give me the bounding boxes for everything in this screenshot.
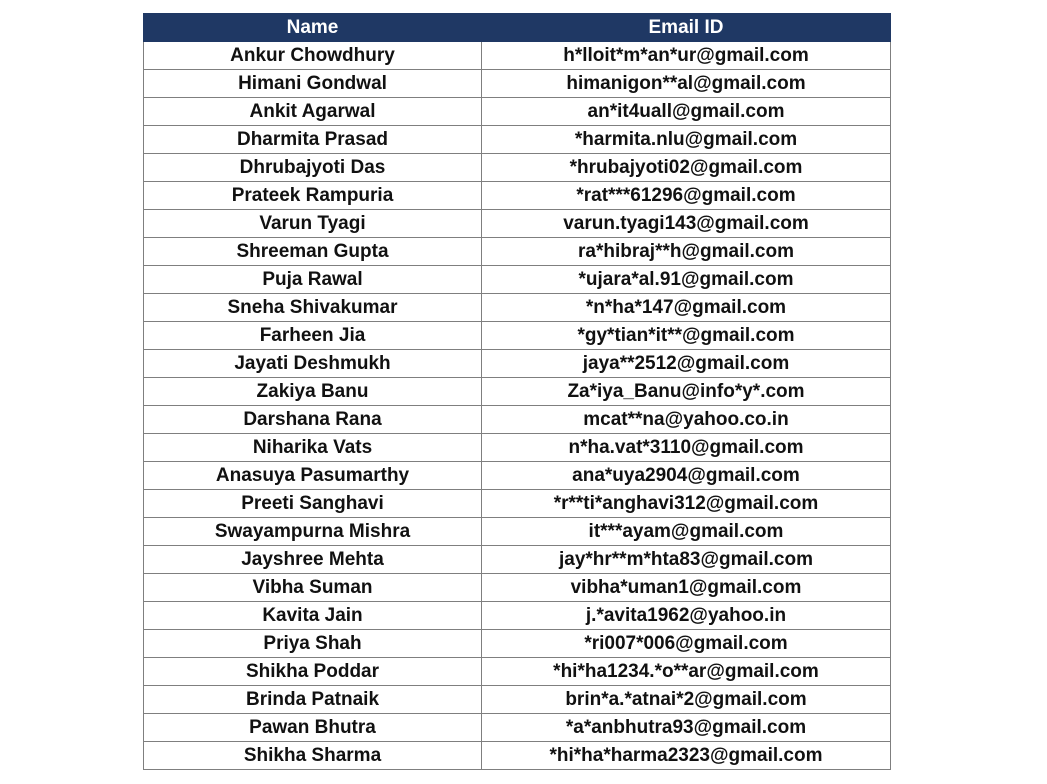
table-row <box>144 574 891 602</box>
name-cell[interactable]: Sneha Shivakumar <box>144 294 482 322</box>
name-cell[interactable]: Niharika Vats <box>144 434 482 462</box>
table-row <box>144 406 891 434</box>
table-body <box>144 42 891 770</box>
name-cell[interactable]: Ankur Chowdhury <box>144 42 482 70</box>
name-cell[interactable]: Darshana Rana <box>144 406 482 434</box>
email-cell[interactable]: j.*avita1962@yahoo.in <box>482 602 891 630</box>
table-row <box>144 322 891 350</box>
name-cell[interactable]: Swayampurna Mishra <box>144 518 482 546</box>
table-row <box>144 434 891 462</box>
email-cell[interactable]: h*lloit*m*an*ur@gmail.com <box>482 42 891 70</box>
name-cell[interactable]: Jayshree Mehta <box>144 546 482 574</box>
name-cell[interactable]: Preeti Sanghavi <box>144 490 482 518</box>
table-row <box>144 154 891 182</box>
email-cell[interactable]: n*ha.vat*3110@gmail.com <box>482 434 891 462</box>
name-cell[interactable]: Farheen Jia <box>144 322 482 350</box>
table-row <box>144 686 891 714</box>
name-cell[interactable]: Kavita Jain <box>144 602 482 630</box>
table-row <box>144 602 891 630</box>
email-cell[interactable]: himanigon**al@gmail.com <box>482 70 891 98</box>
name-column-header[interactable]: Name <box>144 14 482 42</box>
email-cell[interactable]: mcat**na@yahoo.co.in <box>482 406 891 434</box>
name-cell[interactable]: Himani Gondwal <box>144 70 482 98</box>
table-row <box>144 462 891 490</box>
email-table <box>143 13 891 770</box>
table-row <box>144 70 891 98</box>
table-row <box>144 98 891 126</box>
email-cell[interactable]: vibha*uman1@gmail.com <box>482 574 891 602</box>
name-cell[interactable]: Anasuya Pasumarthy <box>144 462 482 490</box>
email-cell[interactable]: *hrubajyoti02@gmail.com <box>482 154 891 182</box>
name-cell[interactable]: Dhrubajyoti Das <box>144 154 482 182</box>
email-cell[interactable]: jay*hr**m*hta83@gmail.com <box>482 546 891 574</box>
name-cell[interactable]: Zakiya Banu <box>144 378 482 406</box>
name-cell[interactable]: Shreeman Gupta <box>144 238 482 266</box>
table-row <box>144 210 891 238</box>
name-cell[interactable]: Shikha Sharma <box>144 742 482 770</box>
name-cell[interactable]: Dharmita Prasad <box>144 126 482 154</box>
name-cell[interactable]: Vibha Suman <box>144 574 482 602</box>
name-cell[interactable]: Brinda Patnaik <box>144 686 482 714</box>
email-cell[interactable]: it***ayam@gmail.com <box>482 518 891 546</box>
email-cell[interactable]: jaya**2512@gmail.com <box>482 350 891 378</box>
email-cell[interactable]: ana*uya2904@gmail.com <box>482 462 891 490</box>
email-cell[interactable]: *hi*ha*harma2323@gmail.com <box>482 742 891 770</box>
table-row <box>144 126 891 154</box>
table-row <box>144 238 891 266</box>
header-row <box>144 14 891 42</box>
table-row <box>144 714 891 742</box>
name-cell[interactable]: Pawan Bhutra <box>144 714 482 742</box>
table-row <box>144 518 891 546</box>
email-cell[interactable]: ra*hibraj**h@gmail.com <box>482 238 891 266</box>
email-cell[interactable]: Za*iya_Banu@info*y*.com <box>482 378 891 406</box>
name-cell[interactable]: Priya Shah <box>144 630 482 658</box>
name-cell[interactable]: Jayati Deshmukh <box>144 350 482 378</box>
email-cell[interactable]: *r**ti*anghavi312@gmail.com <box>482 490 891 518</box>
table-row <box>144 742 891 770</box>
table-row <box>144 630 891 658</box>
email-column-header[interactable]: Email ID <box>482 14 891 42</box>
table-row <box>144 658 891 686</box>
email-cell[interactable]: varun.tyagi143@gmail.com <box>482 210 891 238</box>
name-cell[interactable]: Shikha Poddar <box>144 658 482 686</box>
email-cell[interactable]: *harmita.nlu@gmail.com <box>482 126 891 154</box>
name-cell[interactable]: Varun Tyagi <box>144 210 482 238</box>
email-cell[interactable]: *ujara*al.91@gmail.com <box>482 266 891 294</box>
table-header <box>144 14 891 42</box>
table-row <box>144 350 891 378</box>
table-row <box>144 182 891 210</box>
table-row <box>144 42 891 70</box>
email-cell[interactable]: *hi*ha1234.*o**ar@gmail.com <box>482 658 891 686</box>
email-cell[interactable]: *a*anbhutra93@gmail.com <box>482 714 891 742</box>
name-cell[interactable]: Puja Rawal <box>144 266 482 294</box>
email-cell[interactable]: an*it4uall@gmail.com <box>482 98 891 126</box>
table-row <box>144 490 891 518</box>
email-cell[interactable]: brin*a.*atnai*2@gmail.com <box>482 686 891 714</box>
table-row <box>144 294 891 322</box>
email-cell[interactable]: *gy*tian*it**@gmail.com <box>482 322 891 350</box>
table-row <box>144 266 891 294</box>
name-cell[interactable]: Prateek Rampuria <box>144 182 482 210</box>
table-row <box>144 378 891 406</box>
email-cell[interactable]: *rat***61296@gmail.com <box>482 182 891 210</box>
email-cell[interactable]: *ri007*006@gmail.com <box>482 630 891 658</box>
email-cell[interactable]: *n*ha*147@gmail.com <box>482 294 891 322</box>
table-row <box>144 546 891 574</box>
name-cell[interactable]: Ankit Agarwal <box>144 98 482 126</box>
